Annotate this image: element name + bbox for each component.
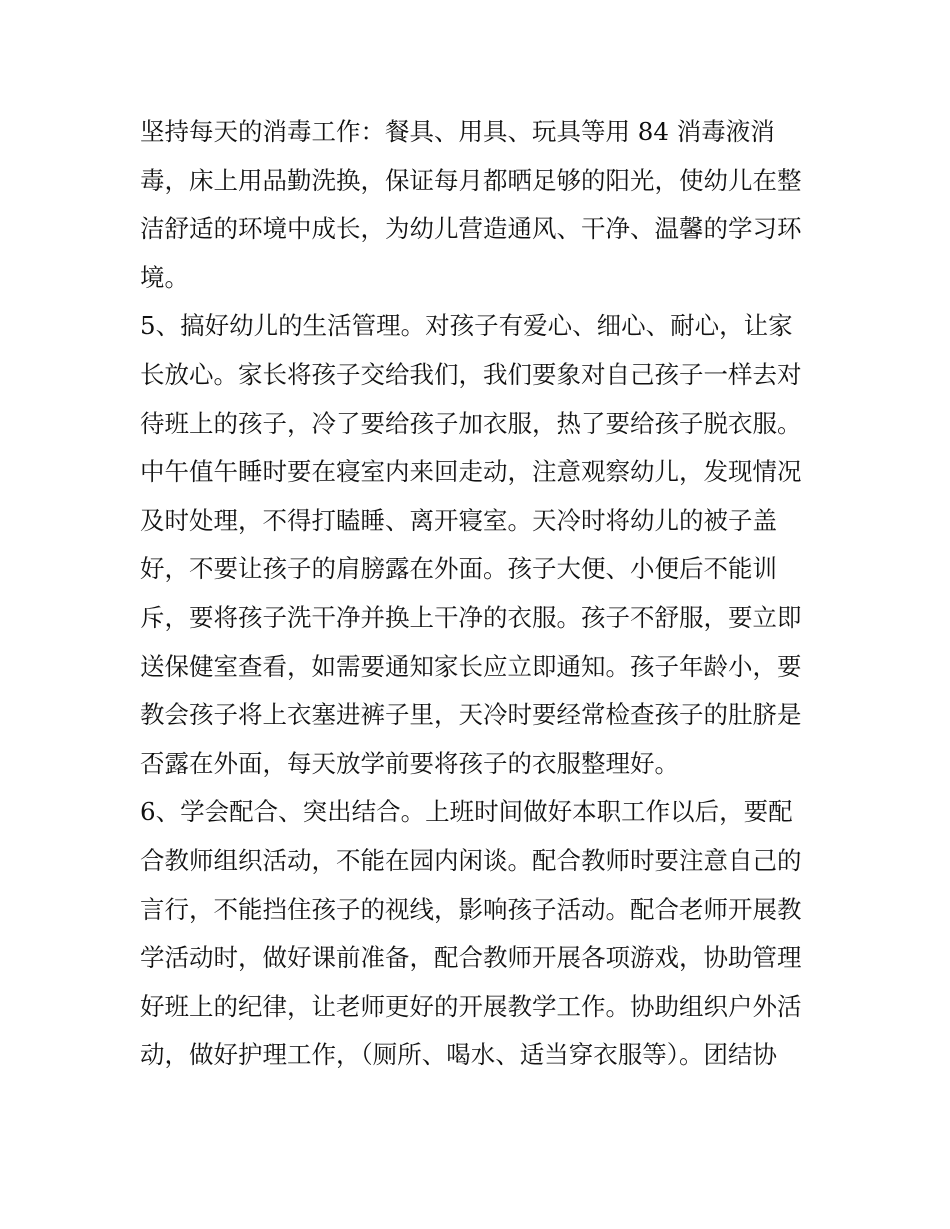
text-line: 6、学会配合、突出结合。上班时间做好本职工作以后，要配 bbox=[140, 797, 793, 827]
body-text bbox=[140, 108, 820, 1080]
text-line: 斥，要将孩子洗干净并换上干净的衣服。孩子不舒服，要立即 bbox=[140, 602, 802, 632]
text-line: 及时处理，不得打瞌睡、离开寝室。天冷时将幼儿的被子盖 bbox=[140, 505, 777, 535]
text-line: 送保健室查看，如需要通知家长应立即通知。孩子年龄小，要 bbox=[140, 651, 802, 681]
text-line: 洁舒适的环境中成长，为幼儿营造通风、干净、温馨的学习环 bbox=[140, 214, 802, 244]
text-line: 否露在外面，每天放学前要将孩子的衣服整理好。 bbox=[140, 748, 679, 778]
text-line: 教会孩子将上衣塞进裤子里，天冷时要经常检查孩子的肚脐是 bbox=[140, 700, 802, 730]
text-line: 待班上的孩子，冷了要给孩子加衣服，热了要给孩子脱衣服。 bbox=[140, 408, 802, 438]
text-line: 境。 bbox=[140, 262, 189, 292]
text-line: 合教师组织活动，不能在园内闲谈。配合教师时要注意自己的 bbox=[140, 845, 802, 875]
text-line: 坚持每天的消毒工作：餐具、用具、玩具等用 84 消毒液消 bbox=[140, 117, 775, 146]
text-line: 长放心。家长将孩子交给我们，我们要象对自己孩子一样去对 bbox=[140, 359, 802, 389]
text-line: 动，做好护理工作，（厕所、喝水、适当穿衣服等）。团结协 bbox=[140, 1040, 777, 1070]
text-line: 好，不要让孩子的肩膀露在外面。孩子大便、小便后不能训 bbox=[140, 554, 777, 584]
text-line: 好班上的纪律，让老师更好的开展教学工作。协助组织户外活 bbox=[140, 991, 802, 1021]
text-line: 5、搞好幼儿的生活管理。对孩子有爱心、细心、耐心，让家 bbox=[140, 311, 793, 341]
text-line: 学活动时，做好课前准备，配合教师开展各项游戏，协助管理 bbox=[140, 943, 802, 973]
text-line: 言行，不能挡住孩子的视线，影响孩子活动。配合老师开展教 bbox=[140, 894, 802, 924]
text-line: 毒，床上用品勤洗换，保证每月都晒足够的阳光，使幼儿在整 bbox=[140, 165, 802, 195]
text-line: 中午值午睡时要在寝室内来回走动，注意观察幼儿，发现情况 bbox=[140, 457, 802, 487]
